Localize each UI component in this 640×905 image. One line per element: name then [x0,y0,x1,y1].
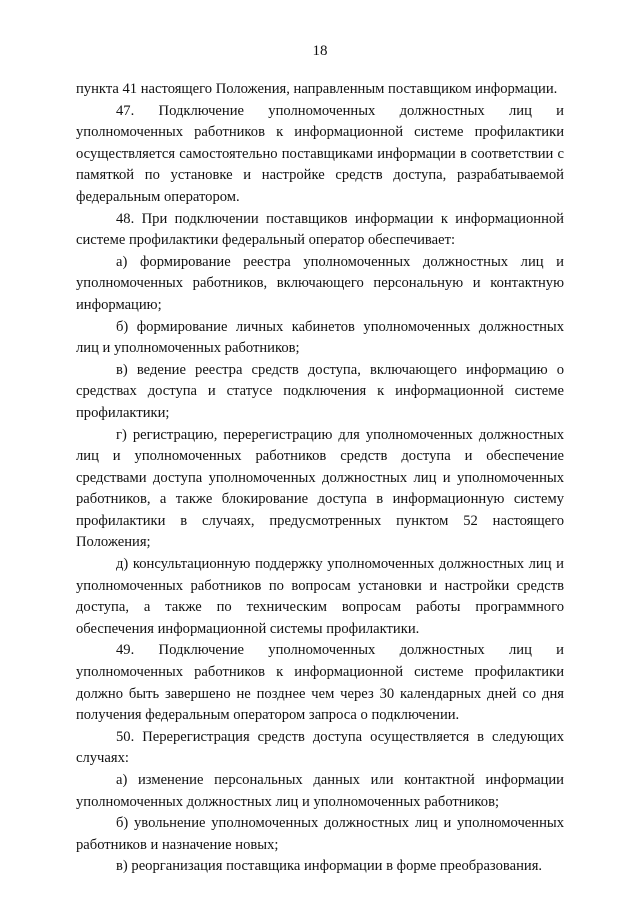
paragraph-47: 47. Подключение уполномоченных должностных лиц и уполномоченных работников к информационной системе профилактики осуществляется самостоятельно поставщиками информации в соответствии с памяткой по установке и настройке средств доступа, разрабатываемой федеральным оператором. [76,102,564,205]
paragraph-48-v: в) ведение реестра средств доступа, включающего информацию о средствах доступа и статусе подключения к информационной системе профилактики; [76,361,564,421]
paragraph-50-a: а) изменение персональных данных или контактной информации уполномоченных должностных лиц и уполномоченных работников; [76,772,564,810]
paragraph-50: 50. Перерегистрация средств доступа осуществляется в следующих случаях: [76,728,564,767]
paragraph-48-a: а) формирование реестра уполномоченных должностных лиц и уполномоченных работников, включающего персональную и контактную информацию; [76,253,564,313]
paragraph-50-b: б) увольнение уполномоченных должностных лиц и уполномоченных работников и назначение новых; [76,815,564,853]
paragraph-48-g: г) регистрацию, перерегистрацию для уполномоченных должностных лиц и уполномоченных работников средств доступа и обеспечение средствами доступа уполномоченных должностных лиц и уполномоченных работников, а также блокирование доступа в информационную систему профилактики в случаях, предусмотренных пунктом 52 настоящего Положения; [76,426,564,551]
paragraph-48-d: д) консультационную поддержку уполномоченных должностных лиц и уполномоченных работников по вопросам установки и настройки средств доступа, а также по техническим вопросам работы программного обеспечения информационной системы профилактики. [76,556,564,637]
paragraph-50-v: в) реорганизация поставщика информации в форме преобразования. [116,858,543,875]
paragraph-continuation: пункта 41 настоящего Положения, направленным поставщиком информации. [76,81,558,97]
document-body [76,79,564,878]
paragraph-48: 48. При подключении поставщиков информации к информационной системе профилактики федеральный оператор обеспечивает: [76,210,564,249]
paragraph-48-b: б) формирование личных кабинетов уполномоченных должностных лиц и уполномоченных работников; [76,318,564,357]
paragraph-49: 49. Подключение уполномоченных должностных лиц и уполномоченных работников к информационной системе профилактики должно быть завершено не позднее чем через 30 календарных дней со дня получения федеральным оператором запроса о подключении. [76,642,564,724]
page-number: 18 [312,43,328,59]
